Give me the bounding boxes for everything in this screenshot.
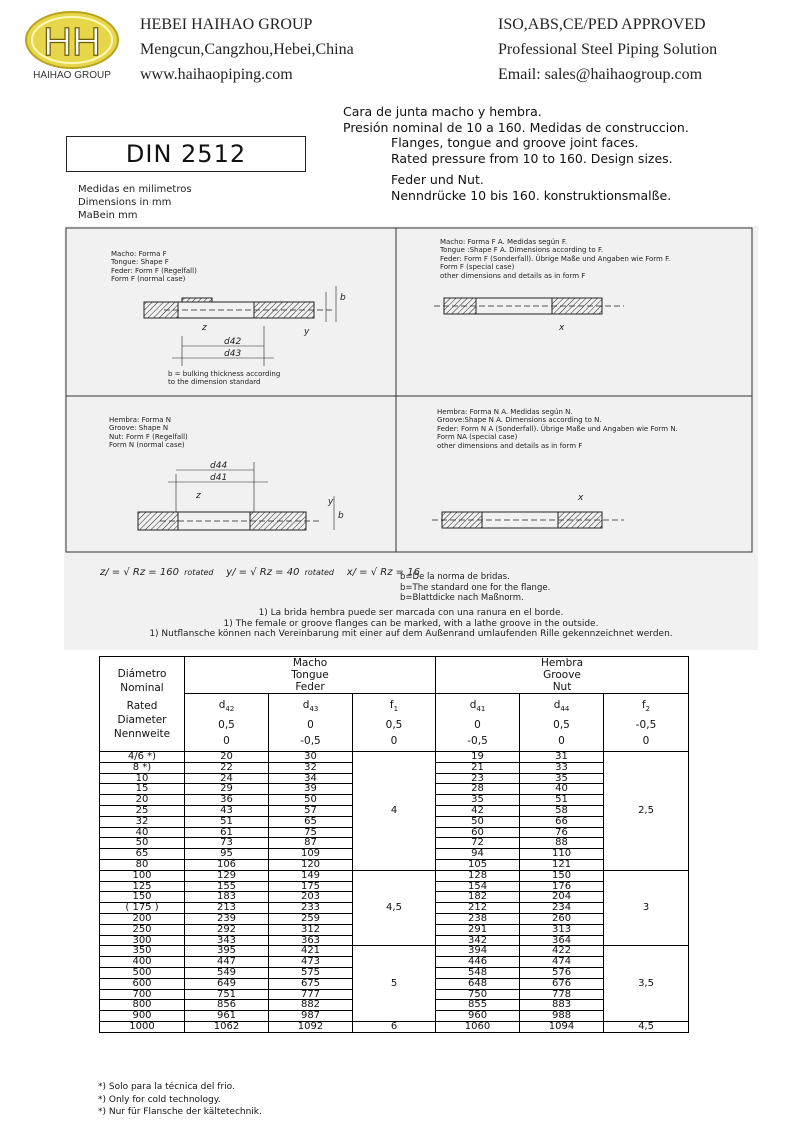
svg-text:x: x — [559, 323, 565, 333]
rough-z: z/ = √ Rz = 160 — [100, 567, 179, 578]
cell-d44: 364 — [520, 935, 604, 946]
desc-en-2: Rated pressure from 10 to 160. Design sizes. — [391, 150, 673, 166]
groove-notes: 1) La brida hembra puede ser marcada con una ranura en el borde. 1) The female or groove flanges can be marked, with a lathe groove in the outside. 1) Nutflansche können nach Vereinbarung mit einer auf dem Außenrand umlaufenden Rille gekennzeichnet werden. — [149, 608, 673, 639]
units-note — [78, 183, 192, 222]
cell-d43: 203 — [269, 892, 353, 903]
cell-f2-group: 2,5 — [604, 752, 689, 871]
cell-d42: 649 — [185, 978, 269, 989]
cell-last-row: 1000 — [100, 1022, 185, 1033]
company-address: Mengcun,Cangzhou,Hebei,China — [140, 41, 354, 58]
svg-text:z: z — [202, 323, 207, 333]
svg-text:d43: d43 — [224, 349, 242, 359]
cell-d42: 447 — [185, 957, 269, 968]
cell-d44: 474 — [520, 957, 604, 968]
dimensions-table — [99, 656, 688, 1033]
cell-last-row: 1092 — [269, 1022, 353, 1033]
desc-en-1: Flanges, tongue and groove joint faces. — [391, 135, 639, 150]
cell-d42: 395 — [185, 946, 269, 957]
cell-d43: 473 — [269, 957, 353, 968]
rough-x: x/ = √ Rz = 16 — [346, 567, 420, 578]
cell-d41: 154 — [436, 881, 520, 892]
svg-text:z: z — [196, 491, 201, 501]
cell-d44: 110 — [520, 849, 604, 860]
cell-dn: 8 *) — [100, 762, 185, 773]
cell-d43: 777 — [269, 989, 353, 1000]
cell-d41: 60 — [436, 827, 520, 838]
cell-dn: 600 — [100, 978, 185, 989]
cell-dn: 800 — [100, 1000, 185, 1011]
rotated-y: rotated — [304, 568, 334, 577]
cell-f2-group: 3,5 — [604, 946, 689, 1022]
cell-d41: 446 — [436, 957, 520, 968]
svg-text:d42: d42 — [224, 337, 242, 347]
cell-d43: 175 — [269, 881, 353, 892]
desc-es-1: Cara de junta macho y hembra. — [343, 104, 542, 119]
cell-d41: 50 — [436, 816, 520, 827]
cell-d42: 239 — [185, 914, 269, 925]
rotated-z: rotated — [184, 568, 214, 577]
units-en: Dimensions in mm — [78, 197, 172, 208]
cell-d43: 50 — [269, 795, 353, 806]
q4-label: Hembra: Forma N A. Medidas según N. Groove:Shape N A. Dimensions according to N. Feder: Form N A (Sonderfall). Übrige Maße und Angaben wie Form N. Form NA (special case) other dimensions and details as in form F — [437, 408, 678, 450]
cell-d43: 882 — [269, 1000, 353, 1011]
svg-text:d44: d44 — [210, 461, 228, 471]
cell-f1-group: 4,5 — [353, 870, 436, 946]
cell-d44: 422 — [520, 946, 604, 957]
cell-d44: 66 — [520, 816, 604, 827]
svg-text:x: x — [578, 493, 584, 503]
cell-dn: 25 — [100, 806, 185, 817]
cell-d44: 883 — [520, 1000, 604, 1011]
cell-d44: 58 — [520, 806, 604, 817]
cell-d43: 34 — [269, 773, 353, 784]
cell-f2-group: 3 — [604, 870, 689, 946]
cell-d43: 65 — [269, 816, 353, 827]
cell-d42: 43 — [185, 806, 269, 817]
cell-d43: 30 — [269, 752, 353, 763]
cell-d44: 576 — [520, 968, 604, 979]
cell-dn: 150 — [100, 892, 185, 903]
cell-d41: 21 — [436, 762, 520, 773]
cell-dn: 250 — [100, 924, 185, 935]
cell-d41: 23 — [436, 773, 520, 784]
cell-d44: 778 — [520, 989, 604, 1000]
table-row — [100, 946, 689, 957]
cell-d43: 259 — [269, 914, 353, 925]
cell-d42: 183 — [185, 892, 269, 903]
cell-d43: 120 — [269, 860, 353, 871]
units-de: MaBein mm — [78, 210, 138, 221]
q4-section — [432, 512, 624, 528]
q1-b-note: b = bulking thickness according to the dimension standard — [168, 370, 281, 387]
cell-d44: 31 — [520, 752, 604, 763]
cell-d41: 238 — [436, 914, 520, 925]
certifications: ISO,ABS,CE/PED APPROVED — [498, 16, 706, 33]
cell-dn: 15 — [100, 784, 185, 795]
website-link[interactable]: www.haihaopiping.com — [140, 66, 293, 83]
cell-d41: 182 — [436, 892, 520, 903]
cell-d43: 109 — [269, 849, 353, 860]
letterhead-left — [140, 12, 354, 87]
cell-d41: 212 — [436, 903, 520, 914]
cell-d43: 421 — [269, 946, 353, 957]
cell-d41: 94 — [436, 849, 520, 860]
cell-d42: 856 — [185, 1000, 269, 1011]
diam-header: Diámetro Nominal Rated Diameter Nennweite — [100, 657, 185, 752]
tagline: Professional Steel Piping Solution — [498, 41, 718, 58]
q3-section — [138, 462, 334, 530]
table-row — [100, 1022, 689, 1033]
letterhead-right — [498, 12, 717, 87]
cell-last-row: 1060 — [436, 1022, 520, 1033]
hembra-header: Hembra Groove Nut — [436, 657, 689, 694]
cell-dn: 65 — [100, 849, 185, 860]
logo-caption: HAIHAO GROUP — [33, 70, 111, 81]
cell-dn: 100 — [100, 870, 185, 881]
footnotes: *) Solo para la técnica del frio. *) Only for cold technology. *) Nur für Flansche der kältetechnik. — [98, 1082, 262, 1117]
cell-dn: 900 — [100, 1011, 185, 1022]
col-d43: $d_{43}$ 0 -0,5 — [269, 694, 353, 752]
cell-d41: 855 — [436, 1000, 520, 1011]
macho-header: Macho Tongue Feder — [185, 657, 436, 694]
cell-d44: 260 — [520, 914, 604, 925]
cell-d44: 150 — [520, 870, 604, 881]
desc-es-2: Presión nominal de 10 a 160. Medidas de construccion. — [343, 119, 689, 135]
table-row — [100, 870, 689, 881]
cell-d41: 72 — [436, 838, 520, 849]
desc-de-1: Feder und Nut. — [391, 172, 484, 187]
cell-dn: 10 — [100, 773, 185, 784]
cell-dn: 125 — [100, 881, 185, 892]
col-d42: $d_{42}$ 0,5 0 — [185, 694, 269, 752]
cell-d44: 35 — [520, 773, 604, 784]
cell-dn: 40 — [100, 827, 185, 838]
svg-text:d41: d41 — [210, 473, 228, 483]
col-f2: $f_2$ -0,5 0 — [604, 694, 689, 752]
cell-d42: 36 — [185, 795, 269, 806]
cell-d41: 960 — [436, 1011, 520, 1022]
cell-last-row: 1062 — [185, 1022, 269, 1033]
svg-text:b: b — [340, 293, 346, 303]
cell-d42: 343 — [185, 935, 269, 946]
cell-d42: 95 — [185, 849, 269, 860]
svg-text:HH: HH — [43, 20, 101, 64]
cell-d44: 234 — [520, 903, 604, 914]
cell-dn: 700 — [100, 989, 185, 1000]
cell-d41: 105 — [436, 860, 520, 871]
col-f1: $f_1$ 0,5 0 — [353, 694, 436, 752]
cell-d44: 76 — [520, 827, 604, 838]
cell-dn: 20 — [100, 795, 185, 806]
cell-dn: 80 — [100, 860, 185, 871]
cell-d42: 292 — [185, 924, 269, 935]
cell-dn: ( 175 ) — [100, 903, 185, 914]
cell-dn: 500 — [100, 968, 185, 979]
q3-label: Hembra: Forma N Groove: Shape N Nut: Form F (Regelfall) Form N (normal case) — [109, 416, 188, 450]
cell-d41: 342 — [436, 935, 520, 946]
cell-d44: 33 — [520, 762, 604, 773]
cell-d42: 751 — [185, 989, 269, 1000]
cell-f1-group: 5 — [353, 946, 436, 1022]
cell-dn: 300 — [100, 935, 185, 946]
svg-text:y: y — [328, 497, 334, 507]
cell-d41: 128 — [436, 870, 520, 881]
cell-f1-group: 4 — [353, 752, 436, 871]
cell-d43: 675 — [269, 978, 353, 989]
cell-d42: 129 — [185, 870, 269, 881]
cell-d43: 32 — [269, 762, 353, 773]
cell-d41: 394 — [436, 946, 520, 957]
cell-d44: 51 — [520, 795, 604, 806]
cell-d41: 42 — [436, 806, 520, 817]
cell-d42: 213 — [185, 903, 269, 914]
cell-d43: 87 — [269, 838, 353, 849]
cell-d41: 28 — [436, 784, 520, 795]
cell-d44: 40 — [520, 784, 604, 795]
cell-d43: 149 — [269, 870, 353, 881]
description — [343, 104, 689, 203]
cell-d41: 750 — [436, 989, 520, 1000]
cell-d42: 20 — [185, 752, 269, 763]
cell-d42: 549 — [185, 968, 269, 979]
cell-d42: 24 — [185, 773, 269, 784]
cell-d44: 204 — [520, 892, 604, 903]
cell-d43: 575 — [269, 968, 353, 979]
rough-y: y/ = √ Rz = 40 — [226, 567, 300, 578]
cell-d44: 988 — [520, 1011, 604, 1022]
cell-d41: 19 — [436, 752, 520, 763]
company-name: HEBEI HAIHAO GROUP — [140, 16, 313, 33]
cell-d41: 35 — [436, 795, 520, 806]
cell-d43: 363 — [269, 935, 353, 946]
cell-d43: 987 — [269, 1011, 353, 1022]
cell-d42: 61 — [185, 827, 269, 838]
cell-dn: 200 — [100, 914, 185, 925]
cell-d42: 73 — [185, 838, 269, 849]
svg-text:b: b — [338, 511, 344, 521]
cell-d43: 39 — [269, 784, 353, 795]
cell-d44: 676 — [520, 978, 604, 989]
cell-dn: 350 — [100, 946, 185, 957]
cell-d41: 548 — [436, 968, 520, 979]
email-link[interactable]: Email: sales@haihaogroup.com — [498, 66, 703, 83]
cell-last-row: 6 — [353, 1022, 436, 1033]
cell-d41: 648 — [436, 978, 520, 989]
cell-last-row: 1094 — [520, 1022, 604, 1033]
cell-dn: 32 — [100, 816, 185, 827]
desc-de-2: Nenndrücke 10 bis 160. konstruktionsmalße. — [391, 187, 672, 203]
cell-dn: 400 — [100, 957, 185, 968]
cell-d44: 313 — [520, 924, 604, 935]
cell-d42: 106 — [185, 860, 269, 871]
q2-label: Macho: Forma F A. Medidas según F. Tongue :Shape F A. Dimensions according to F. Feder: Form F (Sonderfall). Übrige Maße und Angaben wie Form F. Form F (special case) other dimensions and details as in form F — [440, 238, 671, 280]
q2-section — [434, 298, 624, 314]
cell-d43: 57 — [269, 806, 353, 817]
cell-dn: 50 — [100, 838, 185, 849]
table-row — [100, 752, 689, 763]
b-notes: b=De la norma de bridas. b=The standard one for the flange. b=Blattdicke nach Maßnorm. — [400, 572, 551, 603]
cell-dn: 4/6 *) — [100, 752, 185, 763]
col-d41: $d_{41}$ 0 -0,5 — [436, 694, 520, 752]
cell-d41: 291 — [436, 924, 520, 935]
col-d44: $d_{44}$ 0,5 0 — [520, 694, 604, 752]
cell-d42: 51 — [185, 816, 269, 827]
cell-d43: 233 — [269, 903, 353, 914]
q1-label: Macho: Forma F Tongue: Shape F Feder: Form F (Regelfall) Form F (normal case) — [111, 250, 197, 284]
cell-d42: 29 — [185, 784, 269, 795]
cell-last-row: 4,5 — [604, 1022, 689, 1033]
svg-text:y: y — [304, 327, 310, 337]
standard-title: DIN 2512 — [66, 136, 306, 172]
cell-d42: 961 — [185, 1011, 269, 1022]
cell-d44: 121 — [520, 860, 604, 871]
units-es: Medidas en milimetros — [78, 184, 192, 195]
cell-d43: 75 — [269, 827, 353, 838]
cell-d42: 22 — [185, 762, 269, 773]
cell-d42: 155 — [185, 881, 269, 892]
cell-d44: 88 — [520, 838, 604, 849]
cell-d44: 176 — [520, 881, 604, 892]
roughness-symbols — [100, 567, 420, 578]
cell-d43: 312 — [269, 924, 353, 935]
